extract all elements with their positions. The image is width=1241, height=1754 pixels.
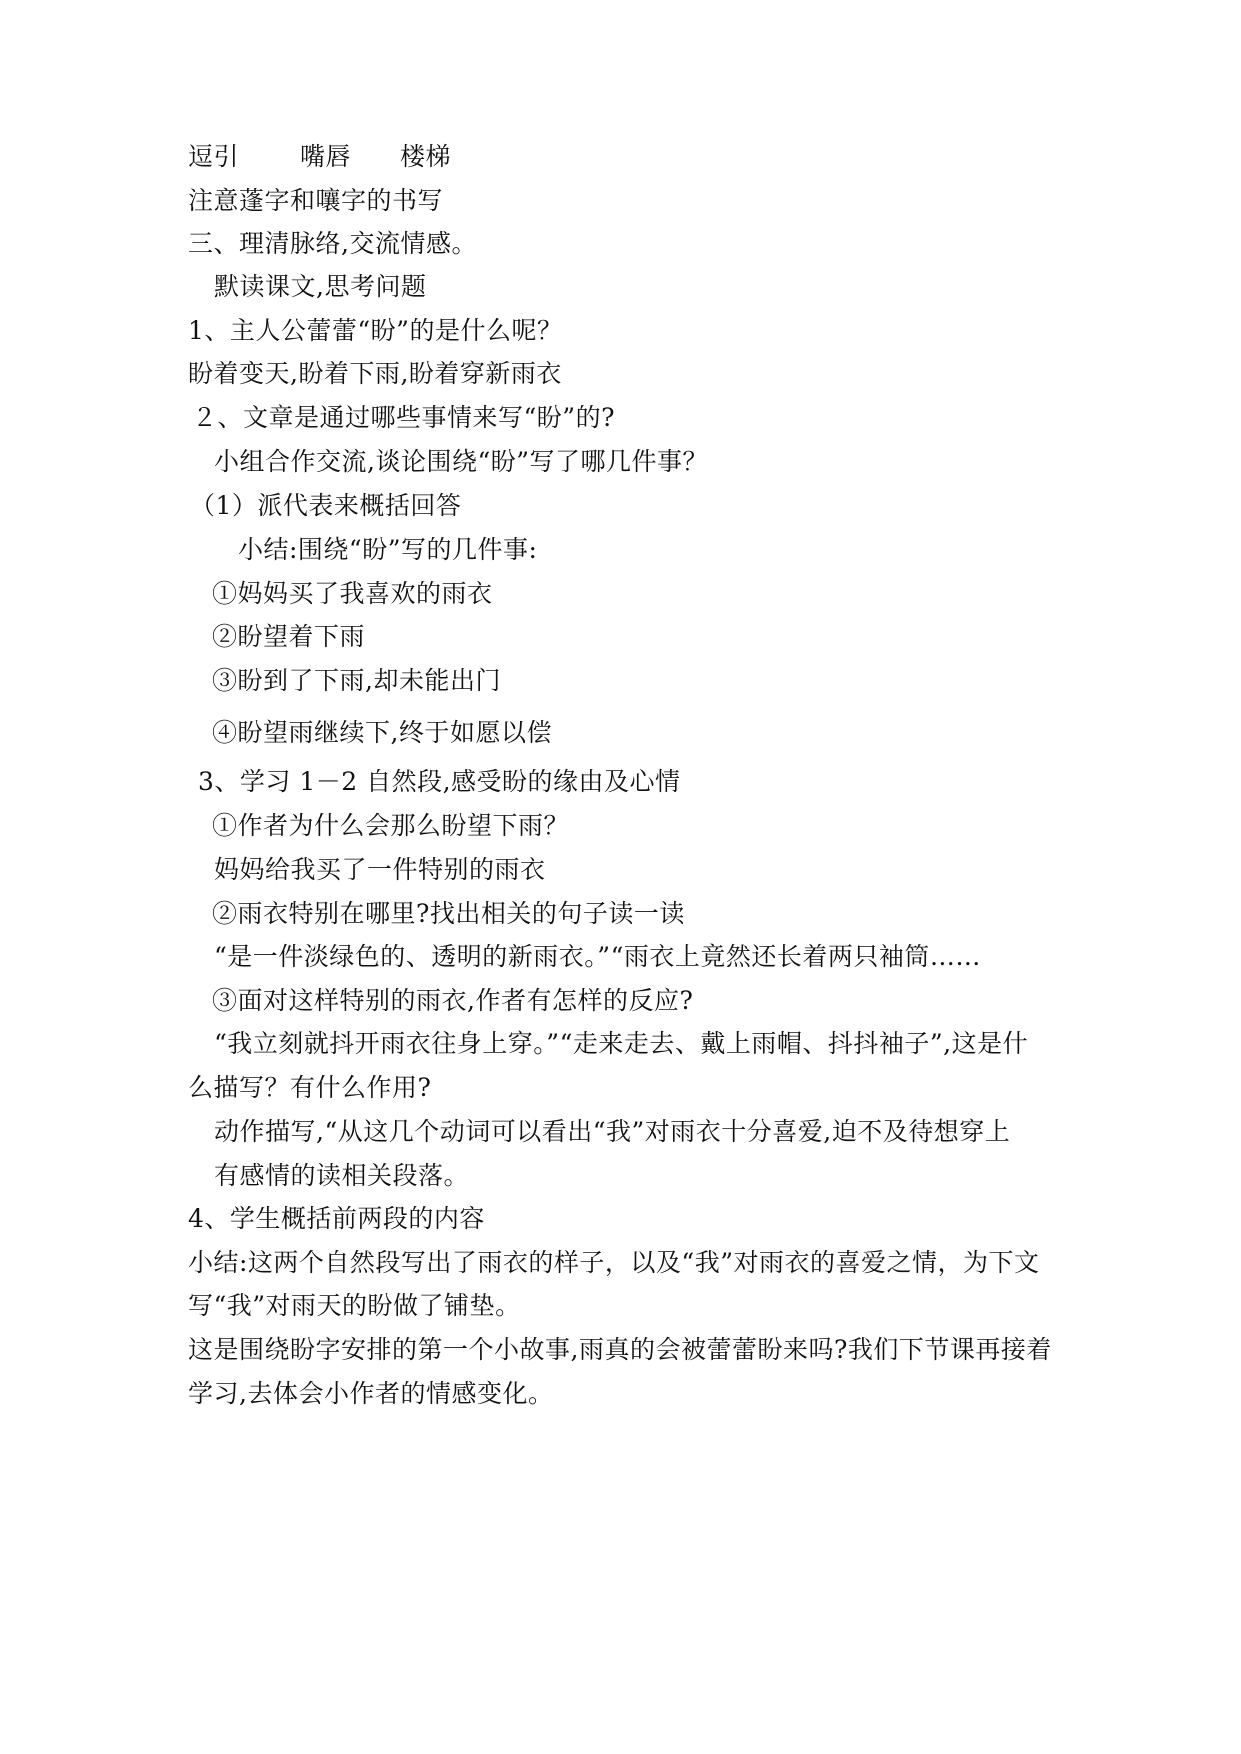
text-line: （1）派代表来概括回答 [190, 491, 462, 520]
list-item: ②雨衣特别在哪里?找出相关的句子读一读 [212, 899, 685, 928]
text-line: 这是围绕盼字安排的第一个小故事,雨真的会被蕾蕾盼来吗?我们下节课再接着 [188, 1335, 1052, 1364]
section-heading: 三、理清脉络,交流情感。 [188, 229, 477, 258]
text-line: 默读课文,思考问题 [214, 272, 427, 301]
question-line: 3、学习 1－2 自然段,感受盼的缘由及心情 [198, 767, 681, 796]
text-line: 有感情的读相关段落。 [214, 1161, 470, 1190]
quote-line: “我立刻就抖开雨衣往身上穿。”“走来走去、戴上雨帽、抖抖袖子”,这是什 [214, 1029, 1029, 1058]
text-line: 妈妈给我买了一件特别的雨衣 [214, 855, 546, 884]
text-line: 盼着变天,盼着下雨,盼着穿新雨衣 [188, 359, 562, 388]
quote-line: “是一件淡绿色的、透明的新雨衣。”“雨衣上竟然还长着两只袖筒…… [214, 942, 981, 971]
list-item: ③盼到了下雨,却未能出门 [212, 666, 501, 695]
text-line: 么描写？有什么作用? [188, 1073, 432, 1102]
vocab-word: 逗引 [188, 142, 240, 171]
list-item: ③面对这样特别的雨衣,作者有怎样的反应? [212, 986, 694, 1015]
vocab-word: 嘴唇 [300, 142, 352, 171]
text-line: 小组合作交流,谈论围绕“盼”写了哪几件事？ [214, 447, 709, 476]
text-line: 写“我”对雨天的盼做了铺垫。 [188, 1291, 521, 1320]
question-line: 4、学生概括前两段的内容 [188, 1204, 485, 1233]
summary-line: 小结:这两个自然段写出了雨衣的样子，以及“我”对雨衣的喜爱之情，为下文 [188, 1248, 1040, 1277]
question-line: ２、文章是通过哪些事情来写“盼”的? [192, 403, 615, 432]
list-item: ④盼望雨继续下,终于如愿以偿 [212, 718, 552, 747]
summary-line: 小结:围绕“盼”写的几件事: [238, 535, 538, 564]
vocab-word: 楼梯 [400, 142, 452, 171]
text-line: 学习,去体会小作者的情感变化。 [188, 1379, 554, 1408]
question-line: 1、主人公蕾蕾“盼”的是什么呢？ [188, 316, 563, 345]
list-item: ①妈妈买了我喜欢的雨衣 [212, 579, 493, 608]
text-line: 注意蓬字和嚷字的书写 [188, 186, 444, 215]
text-line: 动作描写,“从这几个动词可以看出“我”对雨衣十分喜爱,迫不及待想穿上 [214, 1117, 1011, 1146]
list-item: ②盼望着下雨 [212, 622, 366, 651]
list-item: ①作者为什么会那么盼望下雨？ [212, 811, 570, 840]
